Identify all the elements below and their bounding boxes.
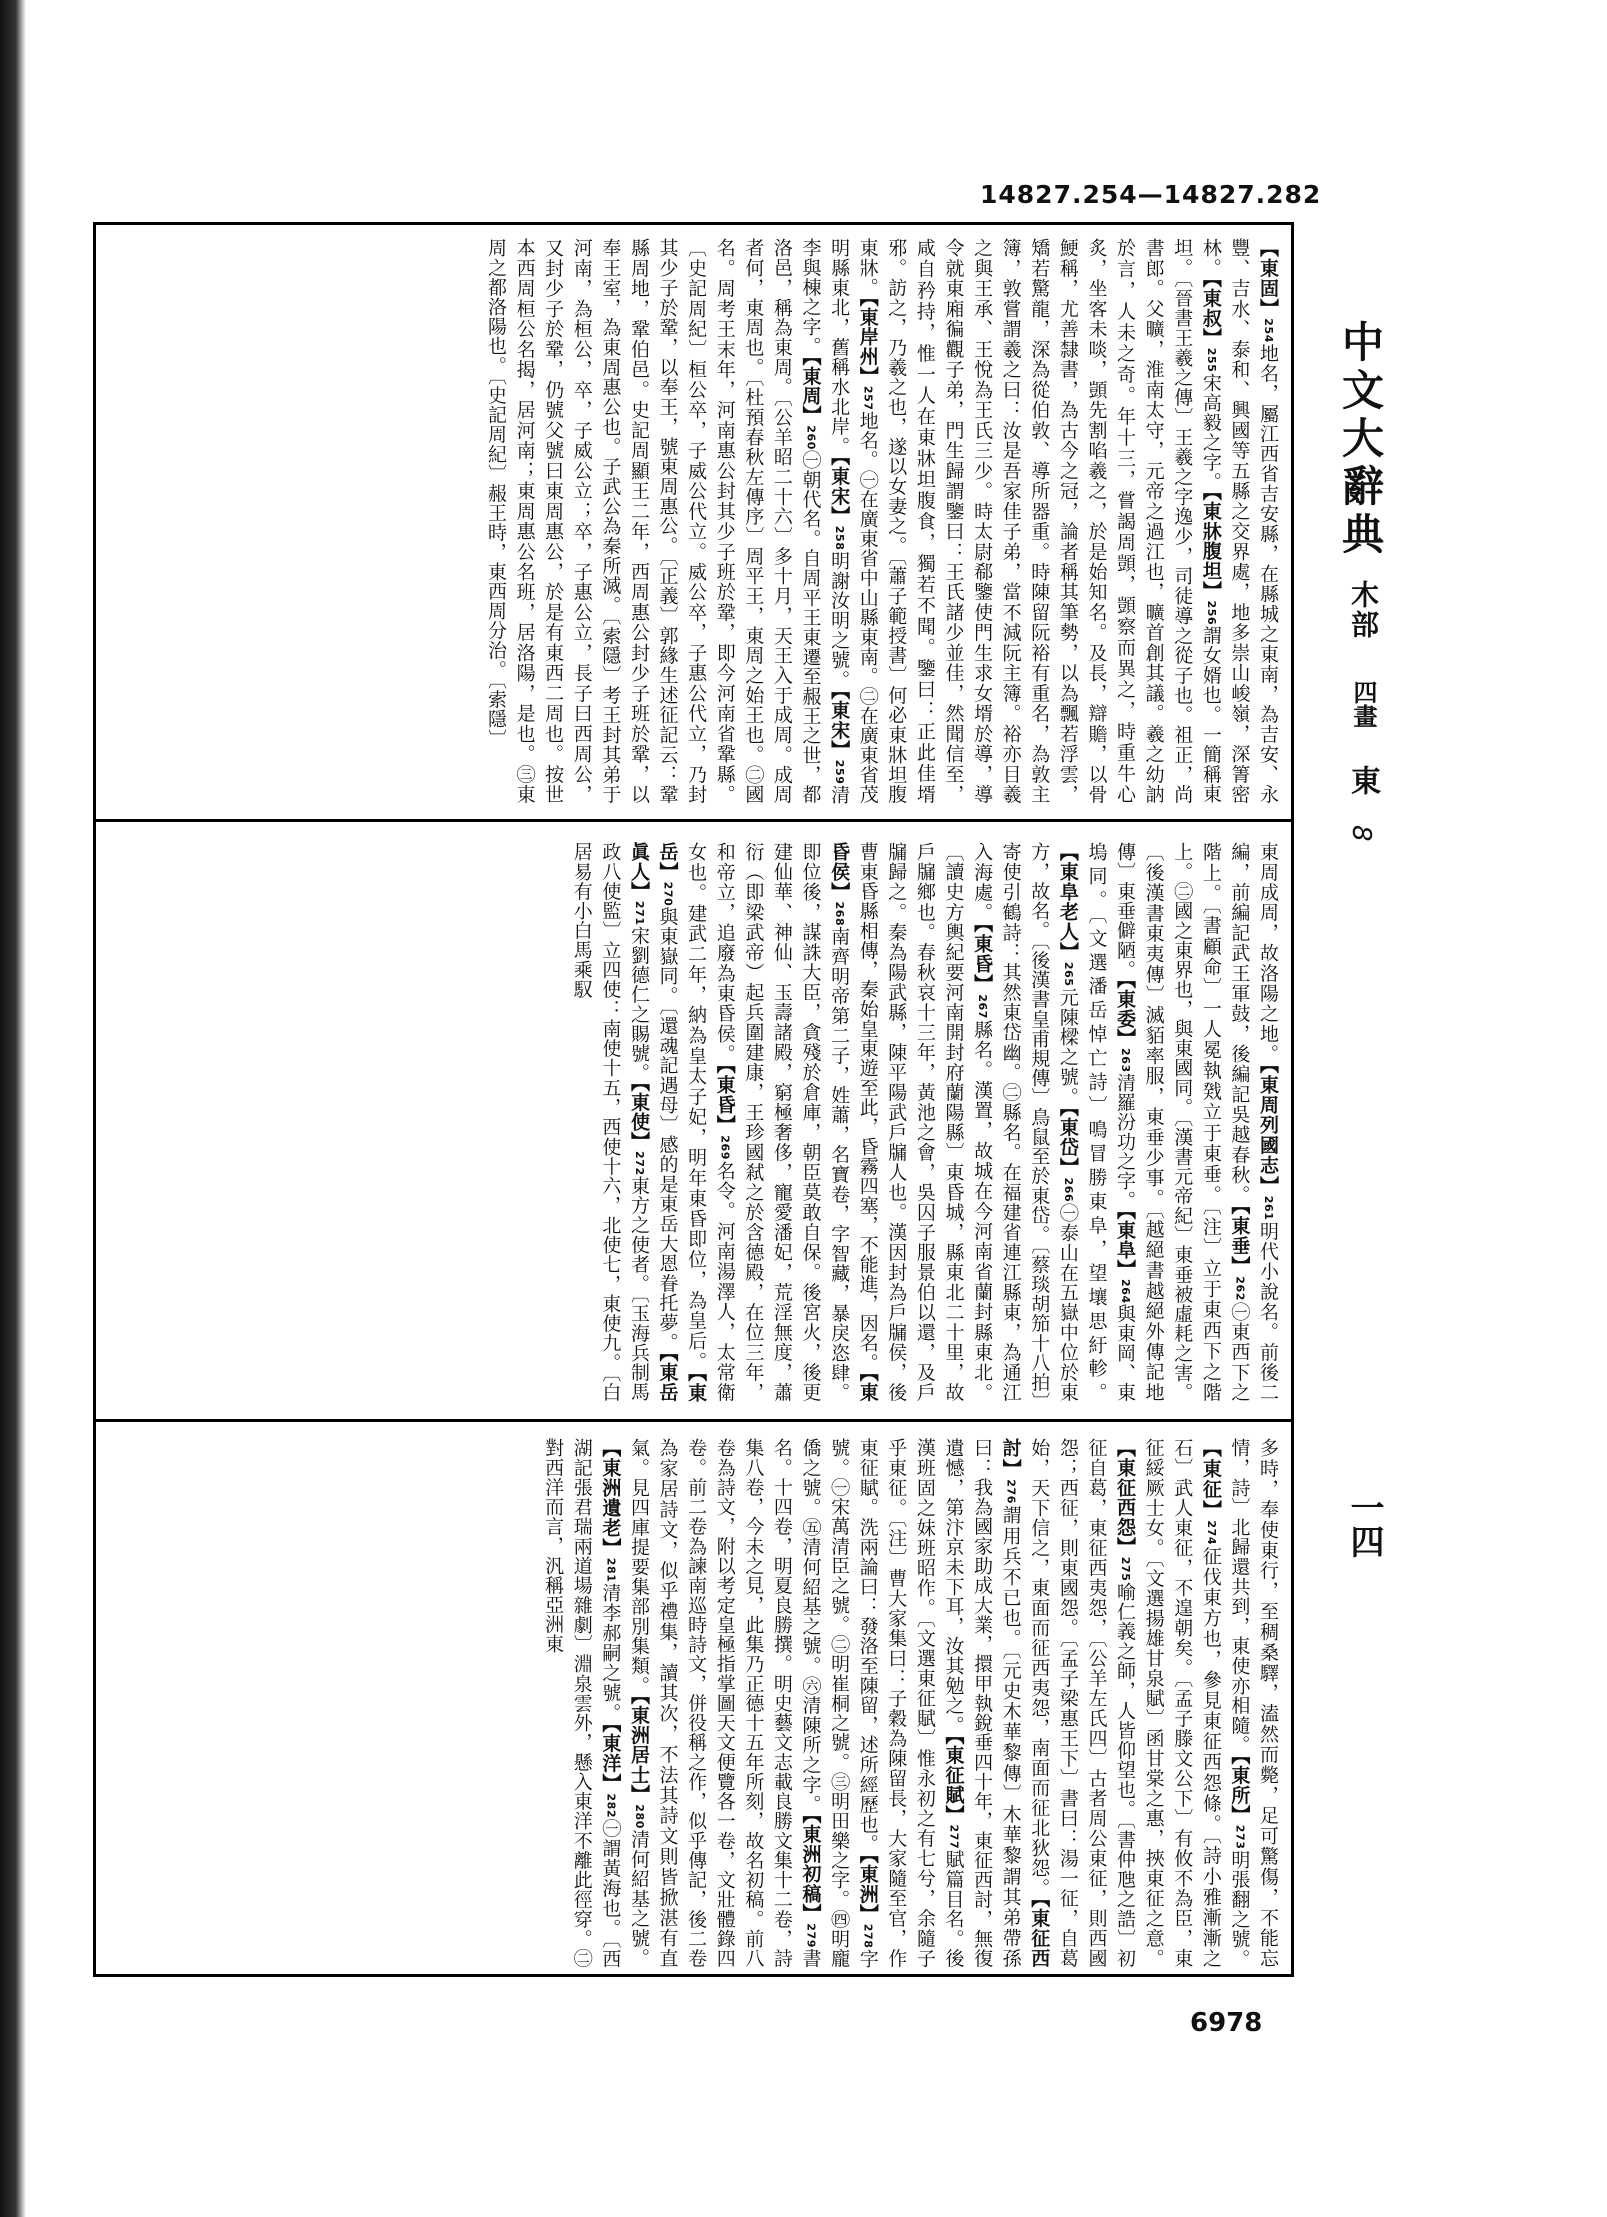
entry-definition: 與東嶽同。〔還魂記遇母〕感的是東岳大恩眷托夢。 — [656, 906, 679, 1353]
dictionary-entry — [1200, 278, 1222, 492]
entry-number: 258 — [833, 525, 847, 551]
entry-number: 254 — [1262, 318, 1275, 343]
entry-number: 282 — [604, 1793, 618, 1818]
entry-headword: 【東周列國志】 — [1257, 1063, 1279, 1196]
entry-number: 265 — [1061, 961, 1075, 987]
scan-left-edge — [0, 0, 26, 2217]
entry-headword: 【東洲遺老】 — [599, 1438, 622, 1558]
entry-definition: 字號。㊀宋萬清臣之號。㊁明崔桐之號。㊂明田樂之字。㊃明龐僑之號。㊄清何紹基之號。㊅清陳所之字。 — [799, 1438, 879, 1968]
entry-definition: 清李與棟之字。 — [799, 238, 851, 804]
entry-number: 274 — [1204, 1520, 1218, 1546]
handwritten-annotation: 8 — [1346, 825, 1376, 842]
entry-headword: 【東垂】 — [1228, 1205, 1251, 1277]
entry-number: 281 — [604, 1557, 618, 1583]
entry-headword: 【東宋】 — [828, 689, 851, 760]
entry-headword: 【東昏】 — [971, 922, 994, 994]
entry-number: 260 — [804, 425, 818, 450]
entry-number: 264 — [1119, 1279, 1133, 1304]
radical-label: 木部 — [1347, 580, 1380, 640]
entry-definition: 東周成周，故洛陽之地。 — [1257, 842, 1279, 1064]
entry-number: 272 — [632, 1151, 646, 1177]
entry-number: 256 — [1204, 600, 1218, 626]
entry-headword: 【東委】 — [1114, 979, 1137, 1049]
dictionary-title: 中文大辭典 — [1336, 320, 1385, 560]
entry-headword: 【東所】 — [1228, 1754, 1251, 1825]
entry-headword: 【東固】 — [1257, 238, 1279, 319]
entry-definition: 地名，屬江西省吉安縣，在縣城之東南，為吉安、永豐、吉水、泰和、興國等五縣之交界處，地多崇山峻嶺，深箐密林。 — [1199, 238, 1279, 804]
entry-number: 280 — [632, 1804, 646, 1830]
tier-divider — [93, 819, 1294, 822]
entry-definition: 謂女婿也。一簡稱東坦。〔晉書王羲之傳〕王羲之字逸少，司徒導之從子也。祖正，尚書郎。父曠，淮南太守，元帝之過江也，曠首創其議。羲之幼訥於言，人未之奇。年十三，嘗謁周顗，顗察而異之，時重牛心炙，坐客未啖，顗先割啗羲之，於是始知名。及長，辯贍，以骨鯁稱，尤善隸書，為古今之冠，論者稱其筆勢，以為飄若浮雲，矯若驚龍，深為從伯敦、導所器重。時陳留阮裕有重名，為敦主簿，敦嘗謂羲之曰：汝是吾家佳子弟，當不減阮主簿。裕亦目羲之與王承、王悅為王氏三少。時太尉郗鑒使門生求女壻於導，導令就東廂徧觀子弟，門生歸謂鑒曰：王氏諸少並佳，然聞信至，咸自矜持，惟一人在東牀坦腹食，獨若不聞。鑒曰：正此佳壻邪。訪之，乃羲之也，遂以女妻之。〔蕭子範授書〕何必東牀坦腹東牀。 — [856, 238, 1222, 804]
entry-definition: 明謝汝明之號。 — [828, 550, 851, 690]
entry-headword: 【東岳眞人】 — [627, 842, 679, 1402]
stroke-count-label: 四畫 — [1349, 680, 1378, 728]
dictionary-tier-bottom — [106, 1438, 1282, 1968]
dictionary-entry — [599, 1438, 621, 1723]
entry-headword: 【東叔】 — [1199, 277, 1222, 348]
page-number-footer: 6978 — [1190, 2008, 1263, 2038]
entry-definition: 南齊明帝第二子，姓蕭，名寶卷，字智藏，暴戾恣肆。即位後，謀誅大臣，貪殘於倉庫，朝臣莫敢自保。後宮火，後更建仙華、神仙、玉壽諸殿，窮極奢侈，寵愛潘妃，荒淫無度，蕭衍（即梁武帝）起兵圍建康，王珍國弒之於含德殿，在位三年，和帝立，追廢為東昏侯。 — [713, 842, 851, 1402]
dictionary-entry — [485, 238, 822, 804]
tier-divider — [93, 1419, 1294, 1422]
entry-definition: 東方之使者。〔玉海兵制馬政八使監〕立四使：南使十五，西使十六，北使七，東使九。〔白居易有小白馬乘馭 — [570, 842, 650, 1402]
entry-number: 262 — [1233, 1276, 1247, 1302]
dictionary-entry — [1028, 1438, 1136, 1968]
entry-number: 255 — [1204, 347, 1218, 373]
entry-definition: 縣名。漢置，故城在今河南省蘭封縣東北。〔讀史方輿紀要河南開封府蘭陽縣〕東昏城，縣東北二十里，故戶牖鄉也。春秋哀十三年，黃池之會，吳囚子服景伯以還，及戶牖歸之。秦為陽武縣，陳平陽武戶牖人也。漢因封為戶牖侯，後曹東昏縣相傳，秦始皇東遊至此，昏霧四塞，不能進，因名。 — [856, 842, 994, 1402]
entry-headword: 【東征西怨】 — [1114, 1438, 1137, 1557]
entry-number: 275 — [1119, 1556, 1133, 1582]
entry-number: 263 — [1119, 1048, 1133, 1073]
entry-definition: 明張翻之號。 — [1228, 1849, 1251, 1968]
entry-headword: 【東岸州】 — [856, 297, 879, 386]
entry-number: 278 — [861, 1923, 875, 1949]
entry-headword: 【東阜】 — [1114, 1210, 1137, 1280]
dictionary-entry — [1257, 842, 1279, 1064]
entry-definition: 清李郝嗣之號。 — [599, 1582, 622, 1723]
entry-definition: 清何紹基之號。 — [627, 1829, 650, 1968]
dictionary-entry — [714, 842, 879, 1402]
entry-definition: ㊀東西下之階上。〔書顧命〕一人冕執戣立于東垂。〔注〕立于東西下之階上。㊁國之東界也，與東國同。〔漢書元帝紀〕東垂被虛耗之害。〔後漢書東夷傳〕滅貊率服，東垂少事。〔越絕書越絕外傳記地傳〕東垂僻陋。 — [1114, 842, 1251, 1402]
entry-headword: 【東岱】 — [1056, 1106, 1079, 1178]
entry-headword: 【東昏侯】 — [828, 842, 879, 1402]
entry-headword: 【東牀腹坦】 — [1199, 491, 1222, 601]
entry-headword: 【東洋】 — [599, 1722, 622, 1794]
entry-definition: 賦篇目名。後漢班固之妹班昭作。〔文選東征賦〕惟永初之有七兮，余隨子乎東征。〔注〕曹大家集曰：子穀為陳留長，大家隨至官，作東征賦。洗兩論曰：發洛至陳留，述所經歷也。 — [856, 1438, 965, 1968]
entry-headword: 【東使】 — [627, 1082, 650, 1152]
entry-headword: 【東周】 — [799, 356, 822, 426]
entry-definition: ㊀朝代名。自周平王東遷至赧王之世，都洛邑，稱為東周。〔公羊昭二十六〕多十月，天王入于成周。成周者何，東周也。〔杜預春秋左傳序〕周平王，東周之始王也。㊁國名。周考王末年，河南惠公封其少子班於鞏，即今河南省鞏縣。〔史記周紀〕桓公卒，子威公代立。威公卒，子惠公代立，乃封其少子於鞏，以奉王，號東周惠公。〔正義〕郭緣生述征記云：鞏縣周地，鞏伯邑。史記周顯王二年，西周惠公封少子班於鞏，以奉王室，為東周惠公也。子武公為秦所滅。〔索隱〕考王封其弟于河南，為桓公，卒，子威公立；卒，子惠公立，長子曰西周公，又封少子於鞏，仍號父號曰東周惠公，於是有東西二周也。按世本西周桓公名揭，居河南；東周惠公名班，居洛陽，是也。㊂東周之都洛陽也。〔史記周紀〕赧王時，東西周分治。〔索隱〕 — [484, 238, 822, 804]
dictionary-entry — [1057, 842, 1079, 1107]
dictionary-entry — [628, 1695, 650, 1968]
dictionary-entry — [1228, 1755, 1250, 1968]
entry-number: 279 — [804, 1923, 818, 1949]
entry-definition: ㊀謂黃海也。〔西湖記張君瑞兩道場雜劇〕淵泉雲外，懸入東洋不離此徑穿。㊁對西洋而言，汎稱亞洲東 — [542, 1438, 622, 1968]
entry-headword: 【東洲居士】 — [627, 1695, 650, 1805]
entry-number: 269 — [718, 1135, 732, 1160]
entry-headword: 【東征西討】 — [999, 1438, 1051, 1968]
entry-range-header: 14827.254—14827.282 — [980, 180, 1322, 209]
entry-number: 268 — [833, 901, 847, 927]
entry-definition: 元陳樑之號。 — [1056, 986, 1079, 1107]
dictionary-tier-middle — [106, 842, 1282, 1402]
entry-number: 277 — [947, 1824, 961, 1850]
entry-definition: 多時，奉使東行，至稠桑驛，溘然而斃，足可驚傷，不能忘情，詩〕北歸還共到，東使亦相隨。 — [1228, 1438, 1279, 1968]
entry-headword: 【東阜老人】 — [1056, 842, 1079, 962]
entry-definition: ㊀泰山在五嶽中位於東方，故名。〔後漢書皇甫規傳〕鳥鼠至於東岱。〔蔡琰胡笳十八拍〕寄使引鶴詩：其然東岱幽。㊁縣名。在福建省連江縣東，為通江入海處。 — [971, 842, 1079, 1402]
dictionary-entry — [1143, 1438, 1222, 1968]
dictionary-tier-top — [106, 238, 1282, 804]
entry-number: 259 — [833, 759, 847, 785]
entry-definition: 宋劉德仁之賜號。 — [627, 925, 650, 1083]
entry-number: 273 — [1233, 1824, 1247, 1850]
entry-definition: 名令。河南湯澤人，太常衛女也。建武二年，納為皇太子妃，明年東昏即位，為皇后。 — [685, 842, 736, 1402]
entry-headword: 【東征】 — [1199, 1438, 1222, 1521]
dictionary-entry — [1114, 979, 1136, 1210]
dictionary-entry — [857, 842, 993, 1402]
entry-definition: 清羅汾功之字。 — [1114, 1072, 1137, 1211]
head-character: 東 — [1345, 765, 1380, 795]
dictionary-entry — [857, 238, 1222, 804]
entry-definition: 與東岡、東塢同。〔文選潘岳悼亡詩〕鳴冒勝東阜，望壤思紆軫。 — [1085, 842, 1137, 1402]
entry-number: 266 — [1061, 1177, 1075, 1203]
entry-headword: 【東宋】 — [828, 456, 851, 526]
entry-number: 257 — [861, 385, 875, 411]
entry-definition: 明代小說名。前後二編，前編記武王軍鼓，後編記吳越春秋。 — [1228, 842, 1279, 1402]
entry-number: 270 — [661, 881, 675, 907]
entry-number: 276 — [1004, 1479, 1018, 1504]
entry-headword: 【東征賦】 — [942, 1734, 965, 1825]
entry-definition: 喻仁義之師，人皆仰望也。〔書仲虺之誥〕初征自葛，東征西夷怨，〔公羊左氏四〕古者周公東征，則西國怨；西征，則東國怨。〔孟子梁惠王下〕書曰：湯一征，自葛始，天下信之，東面而征西夷怨，南面而征北狄怨。 — [1028, 1438, 1137, 1968]
entry-definition: 征伐東方也，參見東征西怨條。〔詩小雅漸漸之石〕武人東征，不遑朝矣。〔孟子滕文公下〕有攸不為臣，東征綏厥士女。〔文選揚雄甘泉賦〕函甘棠之惠，挾東征之意。 — [1142, 1438, 1222, 1968]
entry-definition: 地名。㊀在廣東省中山縣東南。㊁在廣東省茂明縣東北，舊稱水北岸。 — [828, 238, 879, 804]
entry-headword: 【東洲初稿】 — [799, 1814, 822, 1924]
entry-number: 261 — [1262, 1195, 1275, 1221]
entry-headword: 【東昏】 — [713, 1063, 736, 1136]
entry-number: 271 — [632, 900, 646, 926]
entry-headword: 【東岳】 — [656, 842, 708, 1402]
dictionary-entry — [628, 1438, 822, 1968]
entry-number: 267 — [976, 993, 990, 1019]
entry-definition: 宋高毅之字。 — [1199, 372, 1222, 492]
entry-definition: 謂用兵不已也。〔元史木華黎傳〕木華黎謂其弟帶孫曰：我為國家助成大業，擐甲執銳垂四十年，東征西討，無復遺憾，第汴京未下耳，汝其勉之。 — [942, 1438, 1022, 1968]
entry-definition: 書名。十四卷，明夏良勝撰。明史藝文志載良勝文集十二卷，詩集八卷，今未之見，此集乃正德十五年所刻，故名初稿。前八卷為詩文，附以考定皇極指掌圖天文便覽各一卷，文壯體錄四卷。前二卷為諫南巡時詩文，併役稱之作，似乎傳記，後二卷為家居詩文，似乎禮集，讀其次，不法其詩文則皆掀湛有直氣。見四庫提要集部別集類。 — [627, 1438, 822, 1968]
entry-headword: 【東洲】 — [856, 1853, 879, 1924]
page-number-chinese: 一四 — [1344, 1490, 1384, 1558]
dictionary-entry — [828, 456, 850, 690]
